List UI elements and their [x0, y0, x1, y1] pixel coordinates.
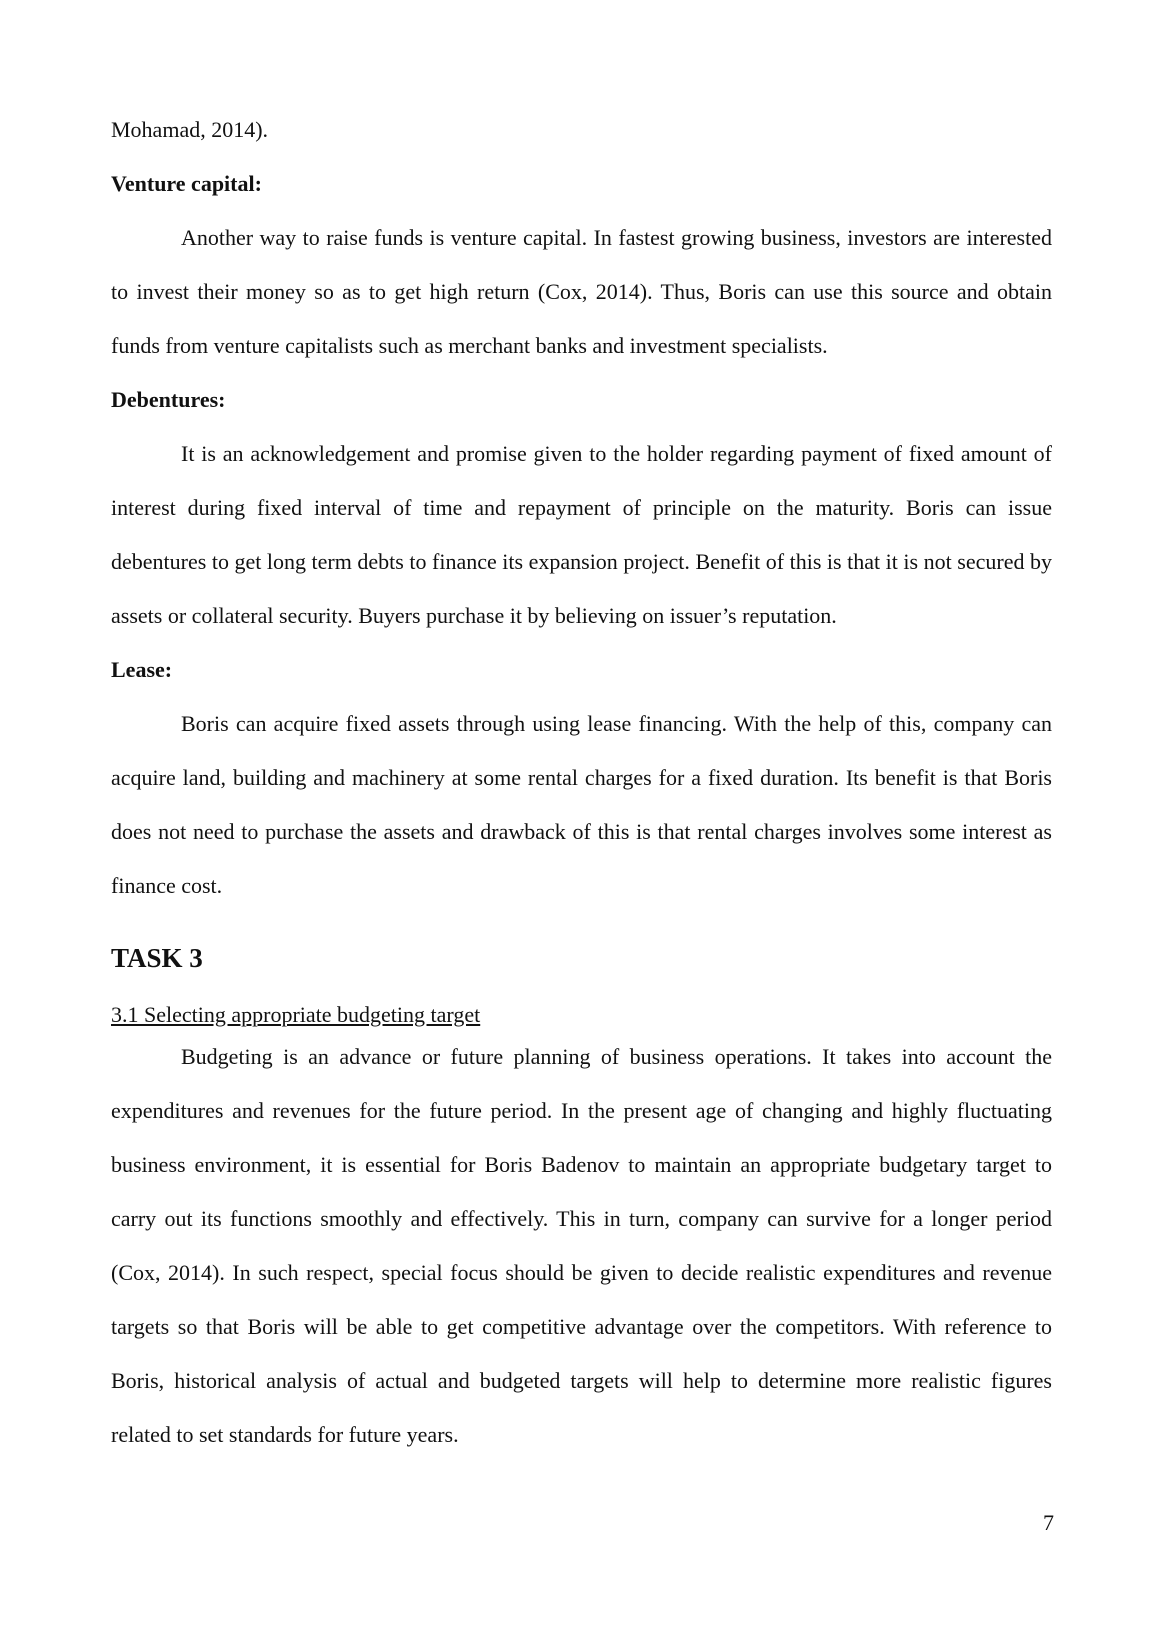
continuation-line: Mohamad, 2014).	[111, 117, 269, 142]
paragraph-venture-capital: Another way to raise funds is venture capital. In fastest growing business, investors are interested to invest their money so as to get high return (Cox, 2014). Thus, Boris can use this source and obtain funds from venture capitalists such as merchant banks and investment specialists.	[111, 225, 1052, 358]
page-number: 7	[1043, 1510, 1054, 1535]
task-heading: TASK 3	[111, 943, 203, 973]
heading-lease: Lease:	[111, 657, 173, 682]
heading-venture-capital: Venture capital:	[111, 171, 262, 196]
paragraph-lease: Boris can acquire fixed assets through using lease financing. With the help of this, company can acquire land, building and machinery at some rental charges for a fixed duration. Its benefit is that Boris does not need to purchase the assets and drawback of this is that rental charges involves some interest as finance cost.	[111, 711, 1052, 898]
subsection-heading: 3.1 Selecting appropriate budgeting target	[111, 1002, 481, 1027]
paragraph-budgeting: Budgeting is an advance or future planning of business operations. It takes into account the expenditures and revenues for the future period. In the present age of changing and highly fluctuating business environment, it is essential for Boris Badenov to maintain an appropriate budgetary target to carry out its functions smoothly and effectively. This in turn, company can survive for a longer period (Cox, 2014). In such respect, special focus should be given to decide realistic expenditures and revenue targets so that Boris will be able to get competitive advantage over the competitors. With reference to Boris, historical analysis of actual and budgeted targets will help to determine more realistic figures related to set standards for future years.	[111, 1044, 1052, 1447]
heading-debentures: Debentures:	[111, 387, 226, 412]
page-body	[111, 103, 1052, 1462]
paragraph-debentures: It is an acknowledgement and promise given to the holder regarding payment of fixed amount of interest during fixed interval of time and repayment of principle on the maturity. Boris can issue debentures to get long term debts to finance its expansion project. Benefit of this is that it is not secured by assets or collateral security. Buyers purchase it by believing on issuer’s reputation.	[111, 441, 1052, 628]
